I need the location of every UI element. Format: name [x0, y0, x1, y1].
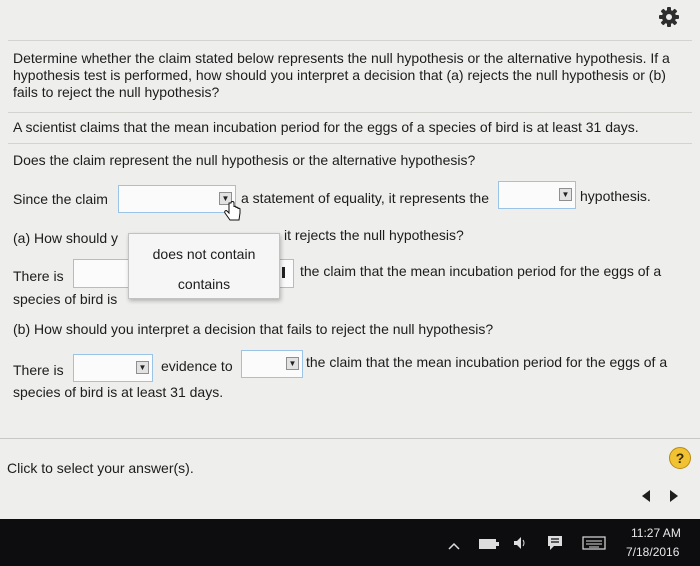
equality-text: a statement of equality, it represents the	[241, 190, 489, 206]
claim-text: A scientist claims that the mean incubation period for the eggs of a species of bird is at least 31 days.	[13, 119, 639, 135]
answer-instruction: Click to select your answer(s).	[7, 460, 194, 476]
chevron-down-icon: ▼	[136, 361, 149, 374]
next-arrow-icon[interactable]	[666, 488, 682, 504]
chevron-up-icon[interactable]	[448, 538, 460, 548]
claim-options-popup	[128, 233, 280, 299]
chevron-down-icon: ▼	[286, 357, 299, 370]
question-instructions: Determine whether the claim stated below represents the null hypothesis or the alternative hypothesis. If a hypothesis test is performed, how should you interpret a decision that (a) rejects the null hypothesis or (b) fails to reject the null hypothesis?	[13, 50, 670, 100]
there-is-label-a: There is	[13, 268, 64, 284]
claim-line2-a: species of bird is	[13, 291, 118, 307]
keyboard-icon[interactable]	[582, 536, 606, 550]
speaker-icon[interactable]	[512, 535, 528, 551]
previous-arrow-icon[interactable]	[638, 488, 654, 504]
claim-contains-dropdown[interactable]	[118, 185, 236, 213]
clock-time[interactable]: 11:27 AM	[631, 526, 681, 540]
evidence-to-label: evidence to	[161, 358, 233, 374]
clock-date[interactable]: 7/18/2016	[626, 545, 680, 559]
hypothesis-prompt: Does the claim represent the null hypothesis or the alternative hypothesis?	[13, 152, 476, 168]
hypothesis-type-dropdown[interactable]	[498, 181, 576, 209]
part-a-prefix: (a) How should y	[13, 230, 119, 246]
hypothesis-label: hypothesis.	[580, 188, 651, 204]
chevron-down-icon: ▼	[559, 188, 572, 201]
support-dropdown-b[interactable]	[241, 350, 303, 378]
since-claim-label: Since the claim	[13, 191, 108, 207]
part-a-suffix: it rejects the null hypothesis?	[284, 227, 464, 243]
settings-gear-icon[interactable]	[658, 6, 680, 28]
windows-taskbar	[0, 519, 700, 566]
hand-cursor-icon	[224, 201, 242, 223]
option-contains[interactable]: contains	[177, 276, 231, 292]
evidence-dropdown-a[interactable]	[73, 259, 133, 288]
claim-line2-b: species of bird is at least 31 days.	[13, 384, 224, 400]
there-is-label-b: There is	[13, 362, 64, 378]
option-does-not-contain[interactable]: does not contain	[152, 246, 256, 262]
part-b-question: (b) How should you interpret a decision that fails to reject the null hypothesis?	[13, 321, 494, 337]
notification-icon[interactable]	[546, 534, 564, 552]
battery-icon[interactable]	[478, 537, 500, 549]
evidence-dropdown-b[interactable]	[73, 354, 153, 382]
chevron-down-icon	[282, 267, 285, 278]
claim-tail-a: the claim that the mean incubation period for the eggs of a	[300, 263, 662, 279]
claim-tail-b: the claim that the mean incubation period for the eggs of a	[306, 354, 668, 370]
chevron-down-icon: ▼	[219, 192, 232, 205]
help-button[interactable]: ?	[669, 447, 691, 469]
